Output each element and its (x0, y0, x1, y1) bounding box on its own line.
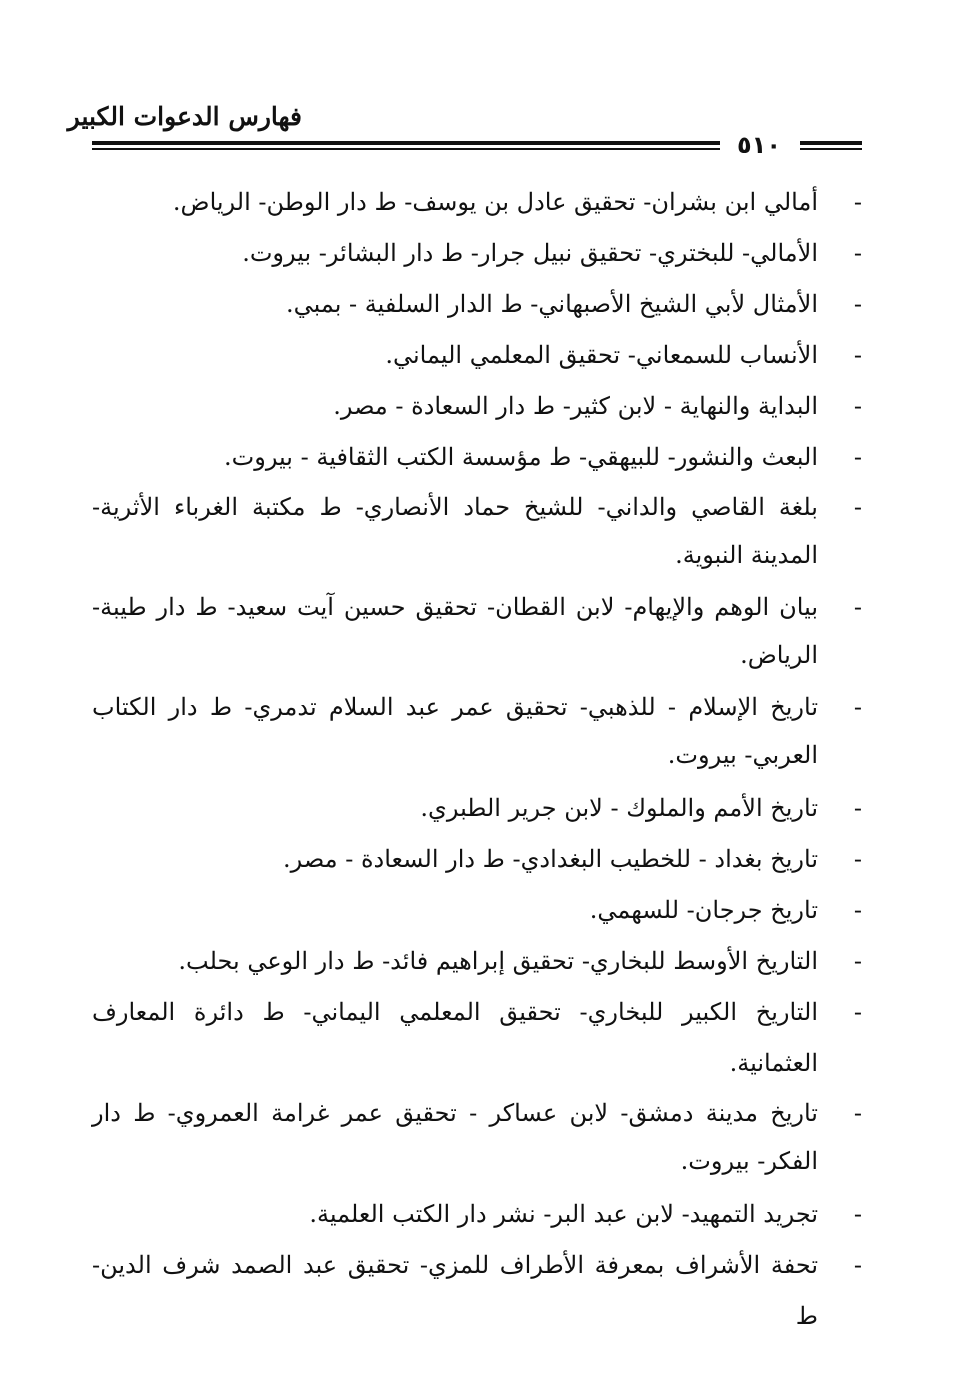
bibliography-entry (92, 885, 862, 936)
bibliography-entry (92, 177, 862, 228)
bibliography-entry (92, 783, 862, 834)
entry-text: تحفة الأشراف بمعرفة الأطراف للمزي- تحقيق عبد الصمد شرف الدين- ط (92, 1251, 818, 1330)
entry-text: البداية والنهاية - لابن كثير- ط دار السعادة - مصر. (333, 392, 818, 420)
entry-text: الأمالي- للبختري- تحقيق نبيل جرار- ط دار البشائر- بيروت. (242, 239, 818, 267)
bibliography-entry (92, 381, 862, 432)
entry-text: البعث والنشور- للبيهقي- ط مؤسسة الكتب الثقافية - بيروت. (224, 443, 818, 471)
entry-text: تاريخ مدينة دمشق- لابن عساكر - تحقيق عمر غرامة العمروي- ط دار الفكر- بيروت. (92, 1099, 818, 1175)
bibliography-entry (92, 279, 862, 330)
bibliography-entry (92, 1240, 862, 1342)
entry-dash: - (853, 845, 862, 873)
bibliography-entry (92, 483, 862, 583)
bibliography-entry (92, 228, 862, 279)
header-rule-short (800, 141, 862, 153)
entry-text: تاريخ الأمم والملوك - لابن جرير الطبري. (420, 794, 818, 822)
entry-dash: - (853, 896, 862, 924)
entry-text: الأمثال لأبي الشيخ الأصبهاني- ط الدار السلفية - بمبي. (285, 290, 818, 318)
entry-dash: - (853, 392, 862, 420)
bibliography-entry (92, 987, 862, 1089)
entry-dash: - (853, 947, 862, 975)
header-rule-thick-line (92, 141, 720, 145)
bibliography-list (92, 177, 862, 1342)
entry-dash: - (853, 188, 862, 216)
bibliography-entry (92, 683, 862, 783)
bibliography-entry (92, 1189, 862, 1240)
entry-text: تاريخ بغداد - للخطيب البغدادي- ط دار السعادة - مصر. (283, 845, 818, 873)
entry-dash: - (853, 693, 862, 721)
entry-dash: - (853, 998, 862, 1026)
bibliography-entry (92, 330, 862, 381)
header-rule-thin-line (92, 148, 720, 150)
entry-text: تجريد التمهيد- لابن عبد البر- نشر دار الكتب العلمية. (309, 1200, 818, 1228)
entry-text: تاريخ جرجان- للسهمي. (589, 896, 818, 924)
entry-text: أمالي ابن بشران- تحقيق عادل بن يوسف- ط دار الوطن- الرياض. (172, 188, 818, 216)
entry-text: بيان الوهم والإيهام- لابن القطان- تحقيق حسين آيت سعيد- ط دار طيبة- الرياض. (92, 593, 818, 669)
bibliography-entry (92, 432, 862, 483)
entry-text: بلغة القاصي والداني- للشيخ حماد الأنصاري- ط مكتبة الغرباء الأثرية- المدينة النبوية. (92, 493, 818, 569)
entry-dash: - (853, 443, 862, 471)
entry-text: التاريخ الكبير للبخاري- تحقيق المعلمي اليماني- ط دائرة المعارف العثمانية. (92, 998, 818, 1077)
entry-text: تاريخ الإسلام - للذهبي- تحقيق عمر عبد السلام تدمري- ط دار الكتاب العربي- بيروت. (92, 693, 818, 769)
header-rule-short-thin-line (800, 148, 862, 150)
entry-dash: - (853, 1251, 862, 1279)
bibliography-entry (92, 1089, 862, 1189)
entry-dash: - (853, 794, 862, 822)
page-number: ٥١٠ (737, 131, 781, 159)
header-rule-short-thick-line (800, 141, 862, 145)
bibliography-entry (92, 583, 862, 683)
entry-dash: - (853, 493, 862, 521)
entry-dash: - (853, 290, 862, 318)
running-title: فهارس الدعوات الكبير (67, 102, 302, 131)
entry-text: التاريخ الأوسط للبخاري- تحقيق إبراهيم فائد- ط دار الوعي بحلب. (178, 947, 818, 975)
bibliography-entry (92, 834, 862, 885)
entry-dash: - (853, 1200, 862, 1228)
entry-text: الأنساب للسمعاني- تحقيق المعلمي اليماني. (385, 341, 818, 369)
header-rule-long (92, 141, 720, 153)
entry-dash: - (853, 341, 862, 369)
entry-dash: - (853, 593, 862, 621)
entry-dash: - (853, 239, 862, 267)
entry-dash: - (853, 1099, 862, 1127)
bibliography-entry (92, 936, 862, 987)
